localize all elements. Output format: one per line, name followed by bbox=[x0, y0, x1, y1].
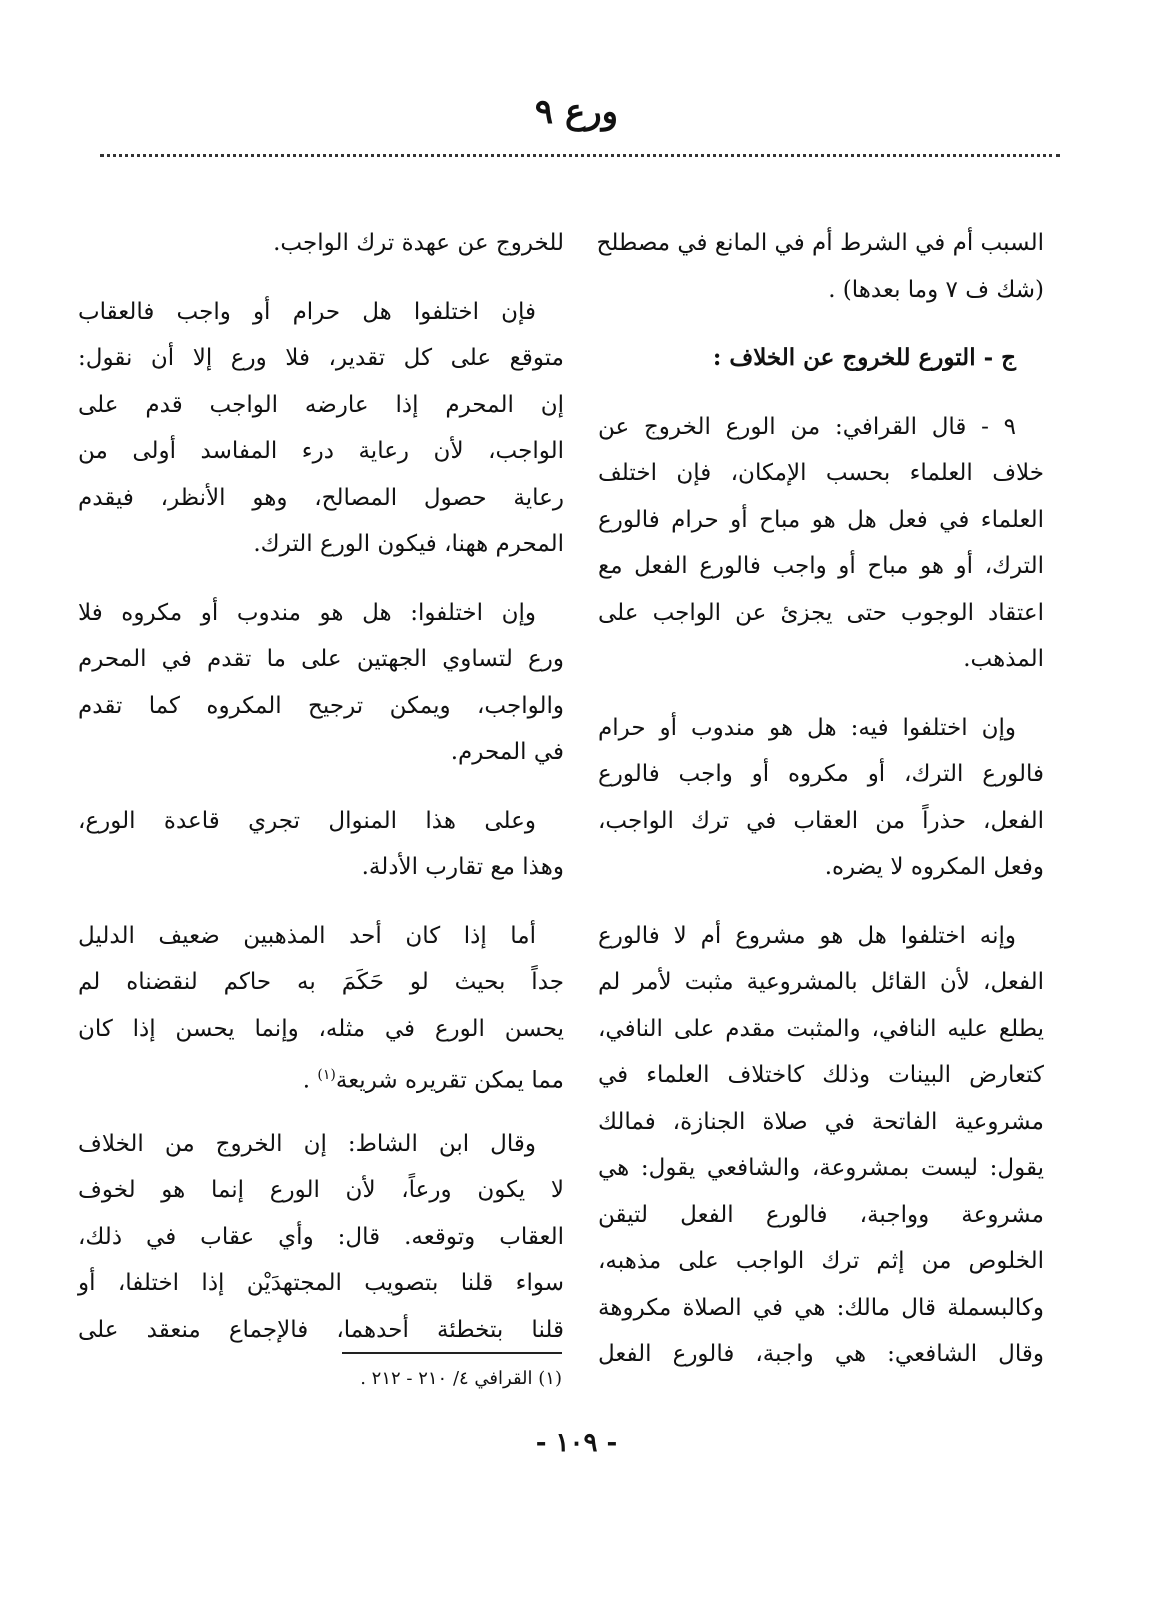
footnote-reference[interactable]: (١) bbox=[317, 1067, 336, 1083]
text-line: وإن اختلفوا: هل هو مندوب أو مكروه فلا bbox=[78, 599, 536, 626]
text-line: مما يمكن تقريره شريعة$^{(١)}$ . bbox=[302, 1067, 564, 1094]
text-line: المحرم ههنا، فيكون الورع الترك. bbox=[253, 531, 564, 557]
paragraph bbox=[78, 590, 564, 776]
text-line: أما إذا كان أحد المذهبين ضعيف الدليل bbox=[78, 922, 536, 949]
text-line: وإنه اختلفوا هل هو مشروع أم لا فالورع bbox=[598, 922, 1016, 949]
text-line: العلماء في فعل هل هو مباح أو حرام فالورع bbox=[598, 506, 1044, 533]
paragraph bbox=[598, 404, 1044, 683]
right-column bbox=[598, 220, 1044, 1400]
text-line: ٩ - قال القرافي: من الورع الخروج عن bbox=[598, 413, 1016, 440]
text-line: وفعل المكروه لا يضره. bbox=[824, 854, 1044, 880]
paragraph bbox=[78, 798, 564, 891]
text-line: والواجب، ويمكن ترجيح المكروه كما تقدم bbox=[78, 692, 564, 719]
text-line: العقاب وتوقعه. قال: وأي عقاب في ذلك، bbox=[78, 1223, 564, 1250]
text-line: جداً بحيث لو حَكَمَ به حاكم لنقضناه لم bbox=[78, 969, 564, 995]
text-line: السبب أم في الشرط أم في المانع في مصطلح bbox=[596, 230, 1044, 256]
paragraph bbox=[598, 913, 1044, 1378]
text-line: وقال ابن الشاط: إن الخروج من الخلاف bbox=[78, 1130, 536, 1157]
text-line: وإن اختلفوا فيه: هل هو مندوب أو حرام bbox=[598, 714, 1016, 741]
text-line: سواء قلنا بتصويب المجتهدَيْن إذا اختلفا، أو bbox=[78, 1270, 564, 1296]
text-line: وقال الشافعي: هي واجبة، فالورع الفعل bbox=[598, 1341, 1044, 1367]
text-line: يقول: ليست بمشروعة، والشافعي يقول: هي bbox=[598, 1155, 1044, 1181]
paragraph bbox=[78, 1121, 564, 1354]
text-line: للخروج عن عهدة ترك الواجب. bbox=[273, 230, 564, 256]
text-line: متوقع على كل تقدير، فلا ورع إلا أن نقول: bbox=[78, 345, 564, 371]
text-line: رعاية حصول المصالح، وهو الأنظر، فيقدم bbox=[78, 484, 564, 511]
text-line: يطلع عليه النافي، والمثبت مقدم على النافي، bbox=[598, 1015, 1044, 1042]
text-line: الخلوص من إثم ترك الواجب على مذهبه، bbox=[598, 1248, 1044, 1274]
text-line: وكالبسملة قال مالك: هي في الصلاة مكروهة bbox=[598, 1294, 1044, 1321]
text-line: خلاف العلماء بحسب الإمكان، فإن اختلف bbox=[598, 460, 1044, 486]
text-line: الواجب، لأن رعاية درء المفاسد أولى من bbox=[78, 438, 564, 464]
text-line: يحسن الورع في مثله، وإنما يحسن إذا كان bbox=[78, 1015, 564, 1042]
text-line: ج - التورع للخروج عن الخلاف : bbox=[712, 344, 1016, 371]
trailing-punctuation: . bbox=[302, 1067, 318, 1094]
text-line: في المحرم. bbox=[450, 739, 564, 765]
text-line: مشروعة وواجبة، فالورع الفعل لتيقن bbox=[598, 1201, 1044, 1228]
text-line: كتعارض البينات وذلك كاختلاف العلماء في bbox=[598, 1062, 1044, 1088]
paragraph bbox=[78, 220, 564, 267]
text-line: وعلى هذا المنوال تجري قاعدة الورع، bbox=[78, 807, 536, 834]
text-line: إن المحرم إذا عارضه الواجب قدم على bbox=[78, 391, 564, 418]
text-line: لا يكون ورعاً، لأن الورع إنما هو لخوف bbox=[78, 1177, 564, 1203]
text-line: المذهب. bbox=[963, 646, 1044, 672]
left-column bbox=[78, 220, 564, 1375]
paragraph bbox=[78, 913, 564, 1099]
text-line: مشروعية الفاتحة في صلاة الجنازة، فمالك bbox=[598, 1108, 1044, 1135]
text-line: الفعل، لأن القائل بالمشروعية مثبت لأمر لم bbox=[598, 969, 1044, 995]
text-line: فالورع الترك، أو مكروه أو واجب فالورع bbox=[598, 761, 1044, 787]
page-number: - ١٠٩ - bbox=[535, 1428, 618, 1458]
paragraph bbox=[598, 220, 1044, 313]
footnote-divider bbox=[342, 1352, 562, 1354]
text-line: قلنا بتخطئة أحدهما، فالإجماع منعقد على bbox=[78, 1316, 564, 1343]
text-line: ورع لتساوي الجهتين على ما تقدم في المحرم bbox=[78, 646, 564, 672]
paragraph bbox=[78, 289, 564, 568]
footnote: (١) القرافي ٤/ ٢١٠ - ٢١٢ . bbox=[360, 1368, 562, 1389]
text-line: الفعل، حذراً من العقاب في ترك الواجب، bbox=[598, 807, 1044, 834]
text-line: اعتقاد الوجوب حتى يجزئ عن الواجب على bbox=[598, 599, 1044, 626]
paragraph bbox=[598, 705, 1044, 891]
text-line: الترك، أو هو مباح أو واجب فالورع الفعل مع bbox=[598, 553, 1044, 579]
text-line: فإن اختلفوا هل حرام أو واجب فالعقاب bbox=[78, 298, 536, 325]
section-heading bbox=[598, 335, 1044, 382]
text-line: وهذا مع تقارب الأدلة. bbox=[361, 854, 564, 880]
running-header: ورع ٩ bbox=[534, 92, 619, 132]
header-dotted-divider bbox=[100, 154, 1060, 157]
text-line: (شك ف ٧ وما بعدها) . bbox=[828, 276, 1044, 303]
